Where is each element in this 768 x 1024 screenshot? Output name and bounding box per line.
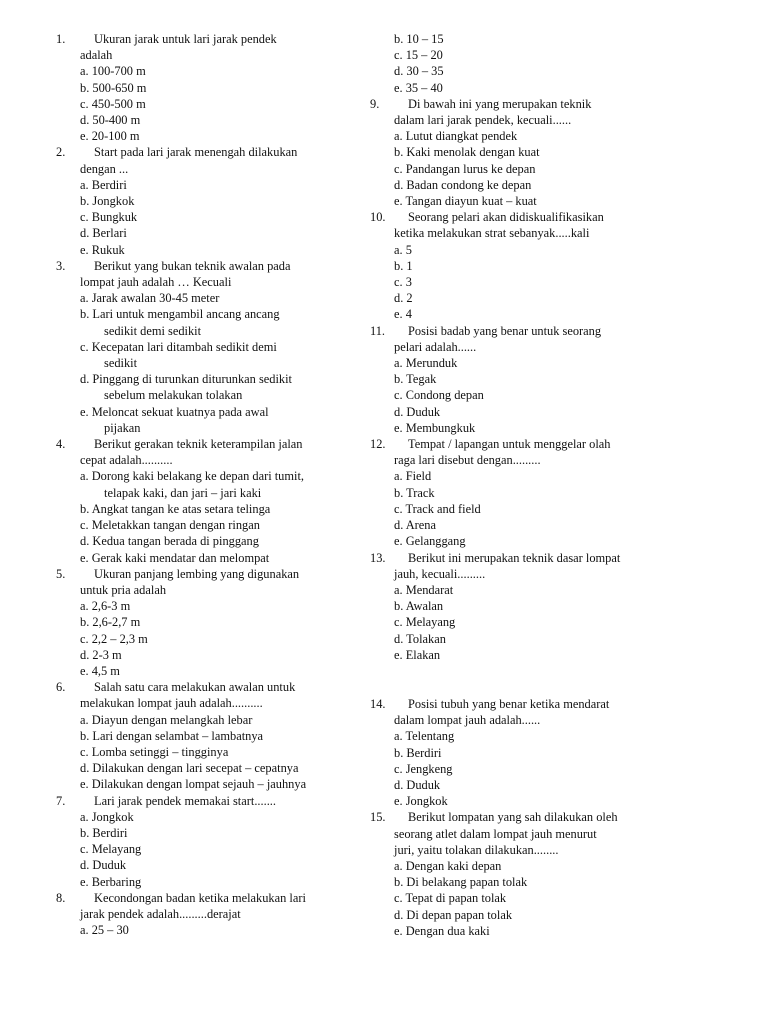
- question-number: 7.: [56, 793, 66, 808]
- answer-option: d. Tolakan: [394, 631, 446, 646]
- answer-option: c. 2,2 – 2,3 m: [80, 631, 148, 646]
- question-line: jarak pendek adalah.........derajat: [80, 906, 241, 921]
- question-line: Tempat / lapangan untuk menggelar olah: [408, 437, 611, 452]
- question-text: [56, 436, 368, 452]
- answer-option: c. Tepat di papan tolak: [394, 891, 507, 906]
- question-text: [370, 696, 690, 712]
- question-item: [370, 209, 690, 322]
- question-line: ketika melakukan strat sebanyak.....kali: [394, 226, 590, 241]
- question-number: 3.: [56, 258, 66, 273]
- question-text: [56, 31, 368, 47]
- question-line: untuk pria adalah: [80, 582, 167, 597]
- answer-option: e. Berbaring: [80, 874, 142, 889]
- answer-option-continuation: telapak kaki, dan jari – jari kaki: [104, 485, 262, 500]
- answer-option: b. Awalan: [394, 599, 444, 614]
- answer-option: e. Dengan dua kaki: [394, 923, 490, 938]
- question-number: 9.: [370, 96, 380, 111]
- question-item: [56, 144, 368, 257]
- answer-option: e. Gelanggang: [394, 534, 466, 549]
- question-line: juri, yaitu tolakan dilakukan........: [394, 842, 559, 857]
- question-text: [56, 566, 368, 582]
- answer-option: d. Duduk: [394, 404, 441, 419]
- answer-option-continuation: sedikit demi sedikit: [104, 323, 202, 338]
- question-line: dalam lompat jauh adalah......: [394, 713, 541, 728]
- answer-option: d. Arena: [394, 518, 436, 533]
- answer-option: a. Field: [394, 469, 432, 484]
- question-line: pelari adalah......: [394, 339, 477, 354]
- question-line: dengan ...: [80, 161, 129, 176]
- question-number: 1.: [56, 32, 66, 46]
- answer-option: b. Lari untuk mengambil ancang ancang: [80, 307, 280, 322]
- answer-option: a. Mendarat: [394, 582, 454, 597]
- answer-option: d. 2: [394, 291, 413, 306]
- answer-option: c. Kecepatan lari ditambah sedikit demi: [80, 339, 277, 354]
- question-number: 10.: [370, 210, 386, 225]
- question-line: Kecondongan badan ketika melakukan lari: [94, 890, 306, 905]
- answer-option: e. Elakan: [394, 647, 441, 662]
- answer-option: c. Lomba setinggi – tingginya: [80, 744, 229, 759]
- question-text: [370, 809, 690, 825]
- question-line: Seorang pelari akan didiskualifikasikan: [408, 210, 604, 225]
- answer-option: a. Lutut diangkat pendek: [394, 129, 518, 144]
- answer-option: e. 4: [394, 307, 412, 322]
- answer-option: c. Jengkeng: [394, 761, 453, 776]
- answer-option: b. Angkat tangan ke atas setara telinga: [80, 501, 271, 516]
- answer-option: d. Duduk: [394, 777, 441, 792]
- question-number: 4.: [56, 437, 66, 452]
- answer-option: a. Dengan kaki depan: [394, 858, 502, 873]
- question-text: [370, 209, 690, 225]
- left-column: [56, 31, 368, 938]
- question-line: lompat jauh adalah … Kecuali: [80, 275, 232, 290]
- question-text: [370, 550, 690, 566]
- answer-option: e. Gerak kaki mendatar dan melompat: [80, 550, 270, 565]
- answer-option: e. 20-100 m: [80, 129, 140, 144]
- answer-option: e. Dilakukan dengan lompat sejauh – jauhnya: [80, 777, 307, 792]
- answer-option-continuation: sebelum melakukan tolakan: [104, 388, 243, 403]
- answer-option: e. Membungkuk: [394, 420, 476, 435]
- question-item: [56, 566, 368, 679]
- question-line: Berikut lompatan yang sah dilakukan oleh: [408, 810, 618, 825]
- answer-option: a. Telentang: [394, 729, 455, 744]
- answer-option: b. Berdiri: [394, 745, 442, 760]
- answer-option: d. Di depan papan tolak: [394, 907, 513, 922]
- answer-option: d. 50-400 m: [80, 113, 141, 128]
- question-text: [370, 323, 690, 339]
- question-line: Salah satu cara melakukan awalan untuk: [94, 680, 296, 695]
- question-line: Lari jarak pendek memakai start.......: [94, 793, 276, 808]
- question-item: [370, 696, 690, 809]
- question-text: [56, 144, 368, 160]
- question-line: Start pada lari jarak menengah dilakukan: [94, 145, 298, 160]
- answer-option: e. Meloncat sekuat kuatnya pada awal: [80, 404, 269, 419]
- question-text: [370, 96, 690, 112]
- question-item: [370, 323, 690, 436]
- question-line: Berikut yang bukan teknik awalan pada: [94, 258, 291, 273]
- question-number: 12.: [370, 437, 386, 452]
- question-text: [370, 436, 690, 452]
- question-text: [56, 793, 368, 809]
- question-item: [56, 890, 368, 939]
- question-line: Posisi tubuh yang benar ketika mendarat: [408, 696, 610, 711]
- answer-option: b. 2,6-2,7 m: [80, 615, 141, 630]
- answer-option: a. Jongkok: [80, 809, 134, 824]
- question-text: [56, 258, 368, 274]
- answer-option: e. Jongkok: [394, 794, 448, 809]
- question-line: melakukan lompat jauh adalah..........: [80, 696, 263, 711]
- answer-option: b. 10 – 15: [394, 32, 444, 46]
- answer-option: d. Duduk: [80, 858, 127, 873]
- question-line: Di bawah ini yang merupakan teknik: [408, 96, 592, 111]
- answer-option: b. Lari dengan selambat – lambatnya: [80, 728, 264, 743]
- question-number: 6.: [56, 680, 66, 695]
- question-item: [56, 793, 368, 890]
- answer-option: c. Condong depan: [394, 388, 484, 403]
- answer-option: c. 450-500 m: [80, 96, 146, 111]
- question-number: 15.: [370, 810, 386, 825]
- question-line: jauh, kecuali.........: [394, 566, 486, 581]
- answer-option: a. Merunduk: [394, 356, 458, 371]
- answer-option: d. Dilakukan dengan lari secepat – cepatnya: [80, 761, 299, 776]
- answer-option: d. Badan condong ke depan: [394, 177, 532, 192]
- answer-option-continuation: pijakan: [104, 420, 141, 435]
- question-item: [370, 809, 690, 939]
- answer-option: d. Berlari: [80, 226, 127, 241]
- answer-option: b. Track: [394, 485, 435, 500]
- answer-option: b. 500-650 m: [80, 80, 147, 95]
- answer-option: b. Berdiri: [80, 825, 128, 840]
- answer-option: a. 2,6-3 m: [80, 599, 131, 614]
- answer-option: a. Dorong kaki belakang ke depan dari tumit,: [80, 469, 304, 484]
- answer-option: c. Meletakkan tangan dengan ringan: [80, 518, 260, 533]
- question-line: raga lari disebut dengan.........: [394, 453, 541, 468]
- answer-option: d. Pinggang di turunkan diturunkan sedikit: [80, 372, 292, 387]
- answer-option: c. Melayang: [80, 842, 142, 857]
- question-line: seorang atlet dalam lompat jauh menurut: [394, 826, 597, 841]
- answer-option: b. Jongkok: [80, 194, 135, 209]
- answer-option: a. Jarak awalan 30-45 meter: [80, 291, 220, 306]
- answer-option: b. Kaki menolak dengan kuat: [394, 145, 540, 160]
- answer-option: c. Melayang: [394, 615, 456, 630]
- question-line: Berikut gerakan teknik keterampilan jalan: [94, 437, 303, 452]
- answer-option: a. Diayun dengan melangkah lebar: [80, 712, 253, 727]
- answer-option: d. 2-3 m: [80, 647, 122, 662]
- question-item: [370, 96, 690, 209]
- question-item: [370, 550, 690, 663]
- answer-option: a. 25 – 30: [80, 923, 129, 938]
- question-item: [56, 436, 368, 566]
- answer-option: c. 3: [394, 275, 412, 290]
- question-number: 11.: [370, 323, 386, 338]
- question-line: adalah: [80, 48, 113, 63]
- question-number: 2.: [56, 145, 66, 160]
- answer-option: a. 5: [394, 242, 412, 257]
- question-number: 8.: [56, 890, 66, 905]
- answer-option: c. 15 – 20: [394, 48, 443, 63]
- question-item: [56, 258, 368, 436]
- answer-option-continuation: sedikit: [104, 356, 138, 371]
- question-text: [56, 890, 368, 906]
- answer-option: b. 1: [394, 258, 413, 273]
- question-line: cepat adalah..........: [80, 453, 173, 468]
- answer-option: d. Kedua tangan berada di pinggang: [80, 534, 259, 549]
- question-number: 14.: [370, 696, 386, 711]
- question-item: [56, 679, 368, 792]
- answer-option: a. Berdiri: [80, 177, 127, 192]
- continued-options: [370, 31, 690, 96]
- question-number: 5.: [56, 566, 66, 581]
- answer-option: c. Track and field: [394, 501, 481, 516]
- question-line: Ukuran panjang lembing yang digunakan: [94, 566, 300, 581]
- answer-option: c. Bungkuk: [80, 210, 138, 225]
- answer-option: e. 4,5 m: [80, 663, 120, 678]
- question-number: 13.: [370, 550, 386, 565]
- question-text: [56, 679, 368, 695]
- right-column: [370, 31, 690, 939]
- answer-option: e. 35 – 40: [394, 80, 443, 95]
- question-item: [370, 436, 690, 549]
- question-line: Posisi badab yang benar untuk seorang: [408, 323, 602, 338]
- answer-option: b. Di belakang papan tolak: [394, 875, 528, 890]
- blank-space: [370, 663, 690, 696]
- question-line: Berikut ini merupakan teknik dasar lompat: [408, 550, 621, 565]
- answer-option: b. Tegak: [394, 372, 437, 387]
- question-line: Ukuran jarak untuk lari jarak pendek: [94, 32, 277, 46]
- answer-option: e. Rukuk: [80, 242, 125, 257]
- question-line: dalam lari jarak pendek, kecuali......: [394, 113, 572, 128]
- answer-option: d. 30 – 35: [394, 64, 444, 79]
- answer-option: a. 100-700 m: [80, 64, 146, 79]
- answer-option: c. Pandangan lurus ke depan: [394, 161, 536, 176]
- question-item: [56, 31, 368, 144]
- answer-option: e. Tangan diayun kuat – kuat: [394, 194, 537, 209]
